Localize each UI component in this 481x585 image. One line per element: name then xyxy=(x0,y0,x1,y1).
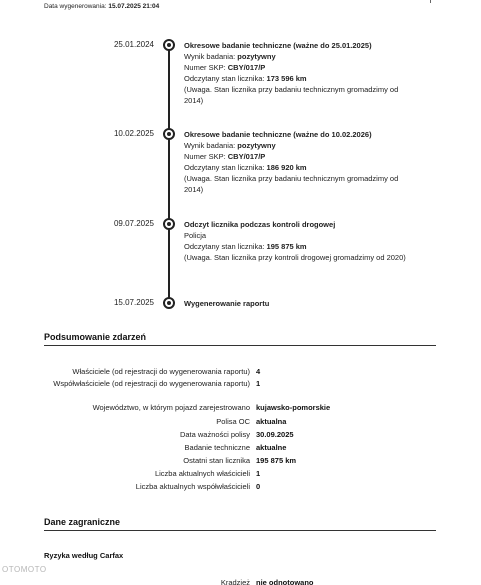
summary-value: 1 xyxy=(256,379,261,388)
timeline-body xyxy=(184,298,414,309)
summary-value: kujawsko-pomorskie xyxy=(256,403,331,412)
timeline-date: 15.07.2025 xyxy=(113,298,154,307)
timeline-title: Odczyt licznika podczas kontroli drogowej xyxy=(184,220,336,229)
carfax-subtitle: Ryzyka według Carfax xyxy=(44,551,124,560)
watermark-logo xyxy=(2,565,47,574)
summary-label: Województwo, w którym pojazd zarejestrowano xyxy=(92,403,250,412)
summary-label: Liczba aktualnych współwłaścicieli xyxy=(135,482,250,491)
timeline-detail: Odczytany stan licznika: 195 875 km xyxy=(184,242,307,251)
corner-mark xyxy=(430,0,431,3)
summary-label: Współwłaściciele (od rejestracji do wygenerowania raportu) xyxy=(53,379,250,388)
timeline-body xyxy=(184,129,414,195)
timeline-dot-icon xyxy=(163,128,175,140)
summary-value: 4 xyxy=(256,367,261,376)
timeline-dot-icon xyxy=(163,297,175,309)
summary-label: Badanie techniczne xyxy=(184,443,250,452)
section-divider xyxy=(44,345,436,346)
timeline-date: 09.07.2025 xyxy=(113,219,154,228)
summary-value: 195 875 km xyxy=(256,456,297,465)
timeline-detail: Odczytany stan licznika: 186 920 km xyxy=(184,163,307,172)
timeline-title: Okresowe badanie techniczne (ważne do 25.01.2025) xyxy=(184,41,372,50)
timeline-line xyxy=(168,44,170,302)
timeline-detail: Numer SKP: CBY/017/P xyxy=(184,63,266,72)
timeline-body xyxy=(184,219,414,263)
foreign-value: nie odnotowano xyxy=(256,578,314,585)
summary-label: Właściciele (od rejestracji do wygenerowania raportu) xyxy=(72,367,250,376)
timeline-detail: Odczytany stan licznika: 173 596 km xyxy=(184,74,307,83)
summary-value: 30.09.2025 xyxy=(256,430,294,439)
watermark-text: OTOMOTO xyxy=(2,565,47,575)
timeline-dot-icon xyxy=(163,218,175,230)
summary-value: aktualne xyxy=(256,443,287,452)
summary-value: 0 xyxy=(256,482,261,491)
timeline-dot-icon xyxy=(163,39,175,51)
section-title-summary: Podsumowanie zdarzeń xyxy=(44,332,147,342)
timeline-detail: Numer SKP: CBY/017/P xyxy=(184,152,266,161)
timeline-date: 10.02.2025 xyxy=(113,129,154,138)
foreign-label: Kradzież xyxy=(220,578,250,585)
generation-date-label: Data wygenerowania: xyxy=(44,3,107,10)
timeline-detail: Wynik badania: pozytywny xyxy=(184,52,276,61)
summary-label: Data ważności polisy xyxy=(179,430,250,439)
summary-label: Polisa OC xyxy=(216,417,250,426)
timeline-body xyxy=(184,40,414,106)
timeline-detail: Wynik badania: pozytywny xyxy=(184,141,276,150)
summary-value: aktualna xyxy=(256,417,287,426)
timeline-date: 25.01.2024 xyxy=(113,40,154,49)
timeline-title: Okresowe badanie techniczne (ważne do 10.02.2026) xyxy=(184,130,372,139)
summary-label: Ostatni stan licznika xyxy=(183,456,250,465)
timeline-note: (Uwaga. Stan licznika przy badaniu technicznym gromadzimy od 2014) xyxy=(184,85,399,105)
timeline-title: Wygenerowanie raportu xyxy=(184,299,270,308)
summary-label: Liczba aktualnych właścicieli xyxy=(154,469,250,478)
summary-value: 1 xyxy=(256,469,261,478)
timeline-detail: Policja xyxy=(184,231,207,240)
section-divider xyxy=(44,530,436,531)
section-title-foreign: Dane zagraniczne xyxy=(44,517,121,527)
timeline-note: (Uwaga. Stan licznika przy kontroli drogowej gromadzimy od 2020) xyxy=(184,253,406,262)
timeline-note: (Uwaga. Stan licznika przy badaniu technicznym gromadzimy od 2014) xyxy=(184,174,399,194)
generation-date-value: 15.07.2025 21:04 xyxy=(108,3,160,10)
generation-date xyxy=(44,2,159,11)
